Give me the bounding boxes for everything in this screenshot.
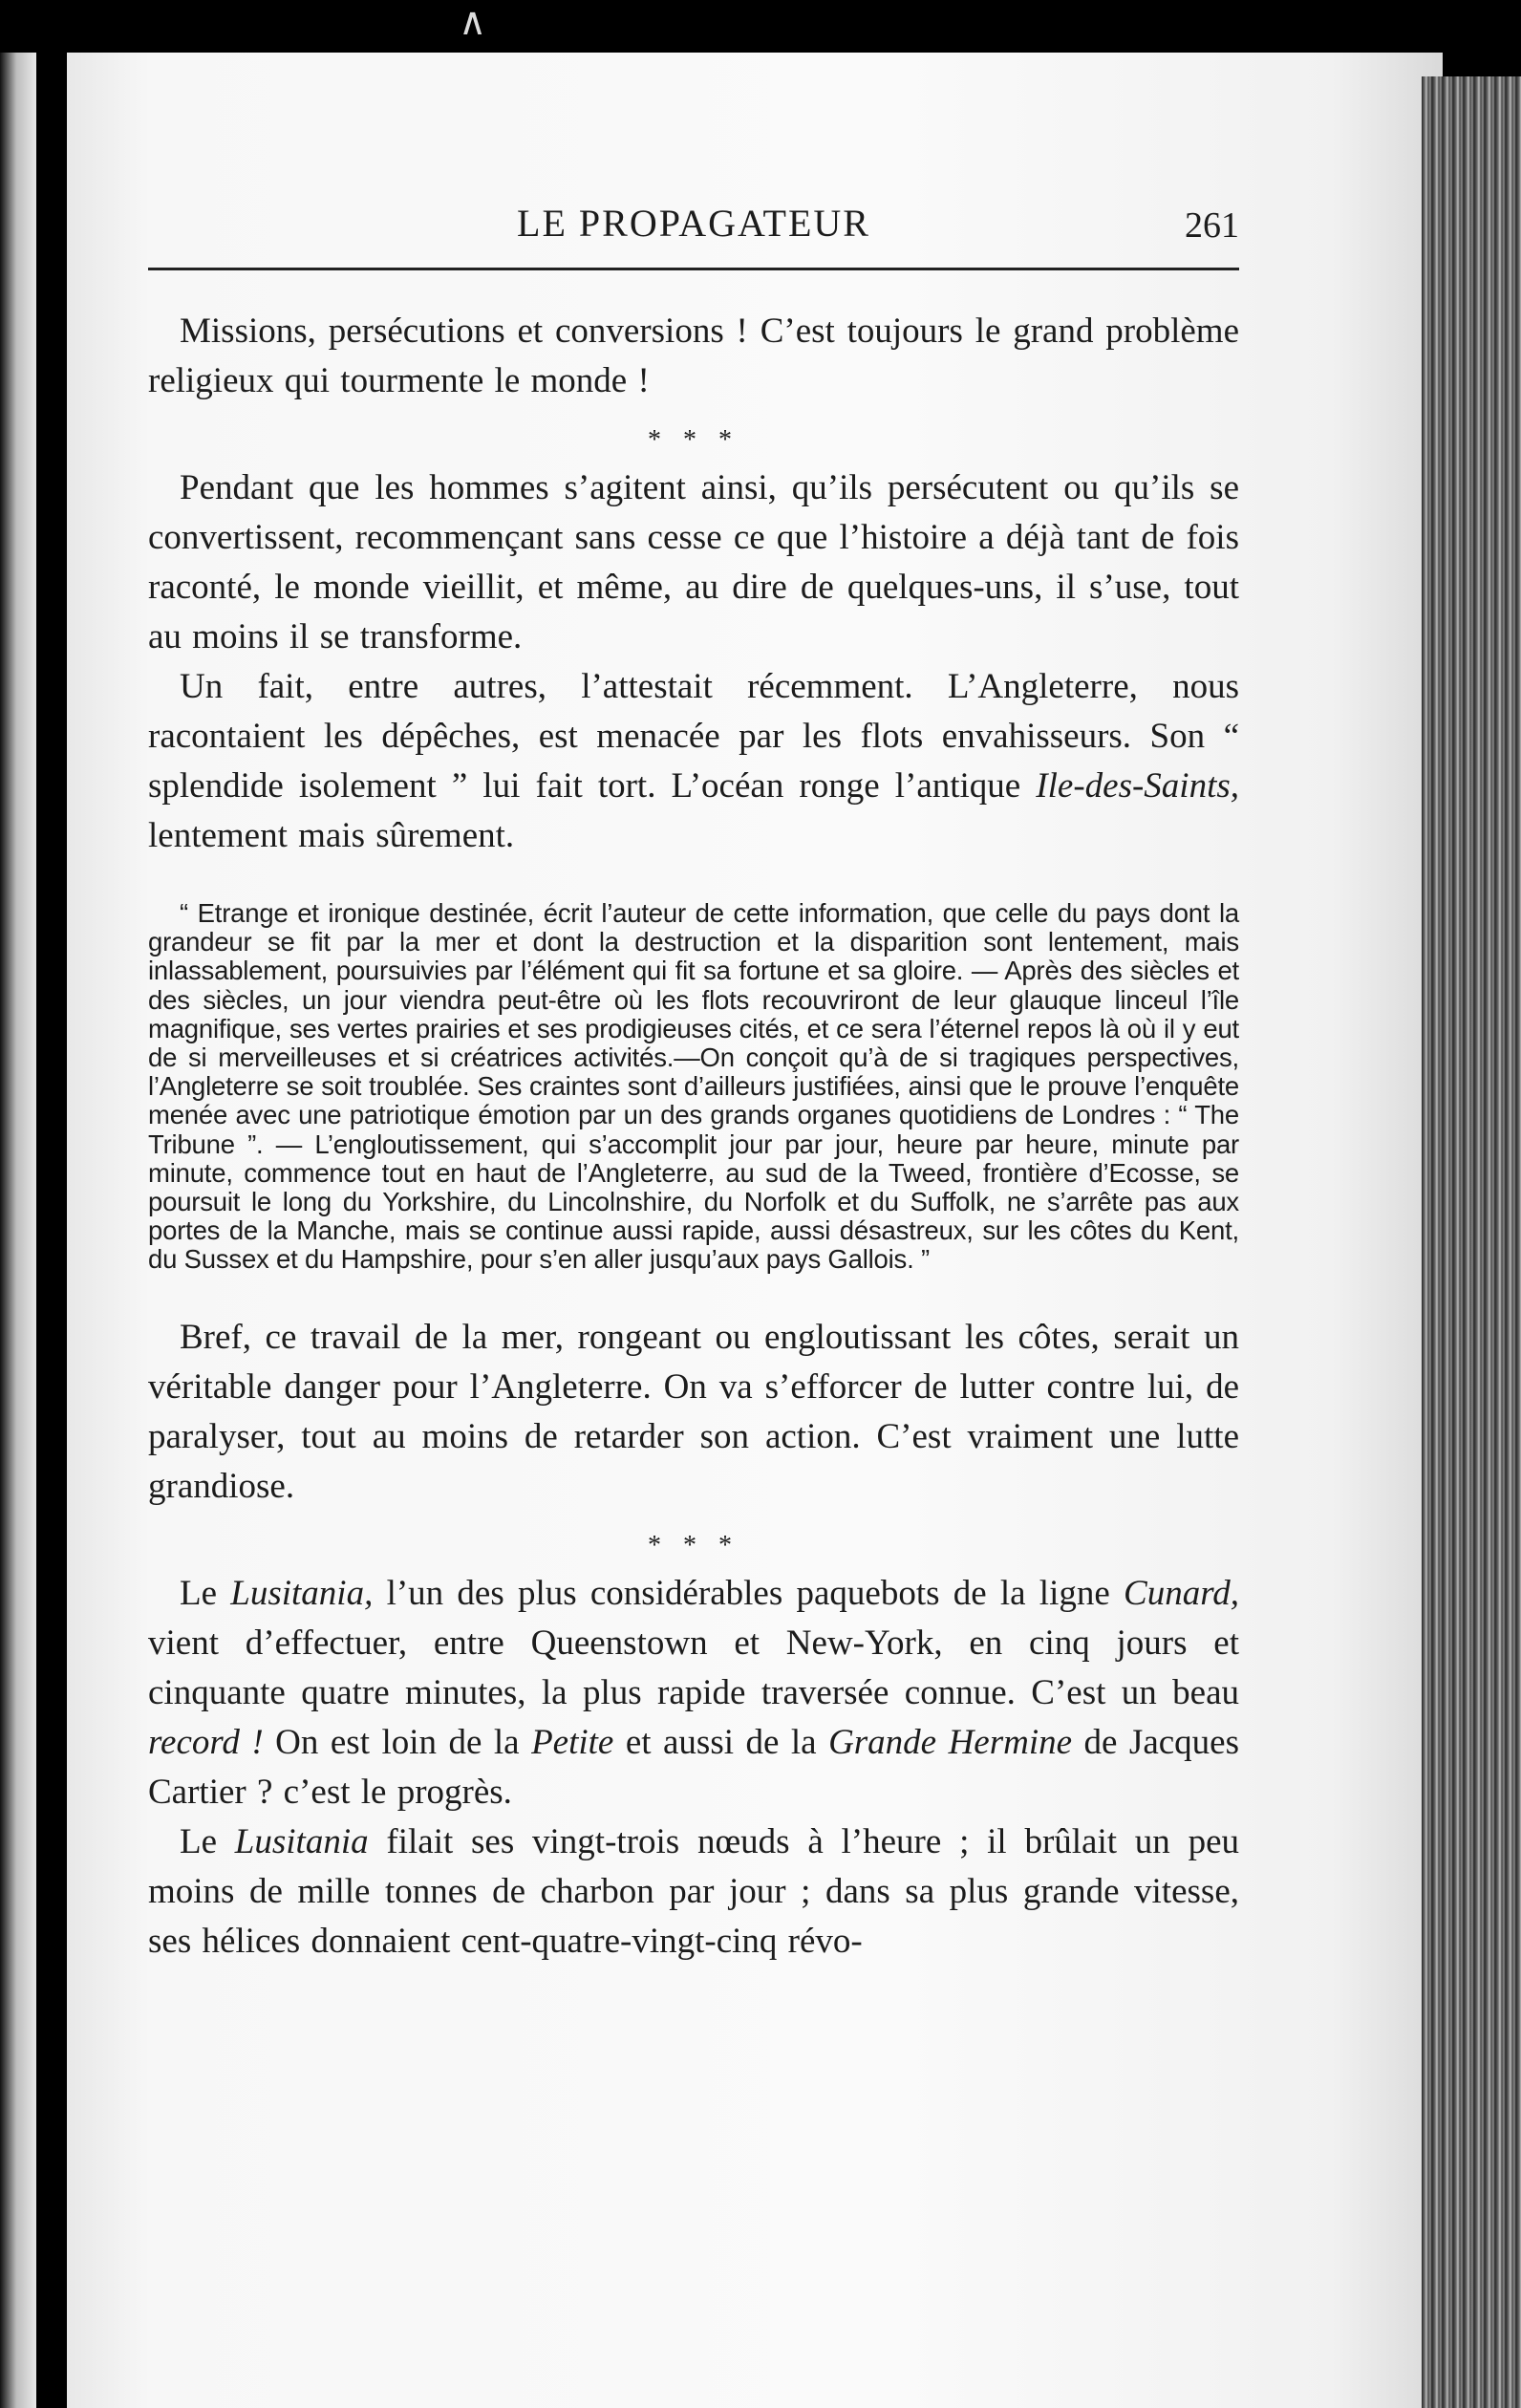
italic-span: Cunard, [1124,1573,1239,1613]
scan-mark: ∧ [459,0,487,44]
page-content [148,201,1239,1967]
text-span: lentement mais sûrement. [148,816,515,855]
text-span: On est loin de la [263,1722,532,1762]
left-page-edge [0,53,36,2408]
paragraph-lusitania-speed [148,1817,1239,1967]
italic-span: Lusitania, [230,1573,374,1613]
page-number: 261 [1185,205,1239,246]
italic-span: Petite [531,1722,614,1762]
text-span: l’un des plus considérables paquebots de la ligne [373,1573,1125,1613]
paragraph-missions: Missions, persécutions et conversions ! C’est toujours le grand problème religieux qui tourmente le monde ! [148,312,1239,400]
text-span: filait ses vingt-trois nœuds à l’heure ; il brûlait un peu moins de mille tonnes de charbon par jour ; dans sa plus grande vitesse, ses hélices donnaient cent-quatre-vingt-cinq révo- [148,1821,1239,1961]
italic-span: Ile-des-Saints, [1036,766,1239,806]
text-span: vient d’effectuer, entre Queenstown et New-York, en cinq jours et cinquante quatre minutes, la plus rapide traversée connue. C’est un beau [148,1623,1239,1712]
paragraph-pendant: Pendant que les hommes s’agitent ainsi, qu’ils persécutent ou qu’ils se convertissent, recommençant sans cesse ce que l’histoire a déjà tant de fois raconté, le monde vieillit, et même, au dire de quelques-uns, il s’use, tout au moins il se transforme. [148,468,1239,656]
paragraph-un-fait [148,662,1239,861]
paragraph-lusitania-record [148,1569,1239,1817]
italic-span: record ! [148,1722,264,1762]
text-span: de Jacques Cartier ? c’est le progrès. [148,1722,1239,1812]
running-title: LE PROPAGATEUR [517,202,870,245]
block-quote: “ Etrange et ironique destinée, écrit l’auteur de cette information, que celle du pays dont la grandeur se fit par la mer et dont la destruction et la disparition sont lentement, mais inlassablement, poursuivies par l’élément qui fit sa fortune et sa gloire. — Après des siècles et des siècles, un jour viendra peut-être où les flots recouvriront de leur glauque linceul l’île magnifique, ses vertes prairies et ses prodigieuses cités, et ce sera l’éternel repos là où il y eut de si merveilleuses et si créatrices activités.—On conçoit qu’à de si tragiques perspectives, l’Angleterre se soit troublée. Ses craintes sont d’ailleurs justifiées, ainsi que le prouve l’enquête menée avec une patriotique émotion par un des grands organes quotidiens de Londres : “ The Tribune ”. — L’engloutissement, qui s’accomplit jour par jour, heure par heure, minute par minute, commence tout en haut de l’Angleterre, au sud de la Tweed, frontière d’Ecosse, se poursuit le long du Yorkshire, du Lincolnshire, du Norfolk et du Suffolk, ne s’arrête pas aux portes de la Manche, mais se continue aussi rapide, aussi désastreux, sur les côtes du Kent, du Sussex et du Hampshire, pour s’en aller jusqu’aux pays Gallois. ” [148,898,1239,1275]
italic-span: Lusitania [234,1821,369,1861]
paragraph-bref: Bref, ce travail de la mer, rongeant ou engloutissant les côtes, serait un véritable danger pour l’Angleterre. On va s’efforcer de lutter contre lui, de paralyser, tout au moins de retarder son action. C’est vraiment une lutte grandiose. [148,1317,1239,1506]
italic-span: Grande Hermine [828,1722,1073,1762]
section-separator: * * * [648,1530,739,1560]
text-span: et aussi de la [613,1722,829,1762]
text-span: Un fait, entre autres, l’attestait récemment. L’Angleterre, nous racontaient les dépêches, est menacée par les flots envahisseurs. Son “ splendide isolement ” lui fait tort. L’océan ronge l’antique [148,667,1239,806]
section-separator: * * * [648,425,739,455]
page-fore-edge [1422,76,1521,2408]
running-header [148,201,1239,270]
text-span: Le [180,1821,235,1861]
text-span: Le [180,1573,231,1613]
